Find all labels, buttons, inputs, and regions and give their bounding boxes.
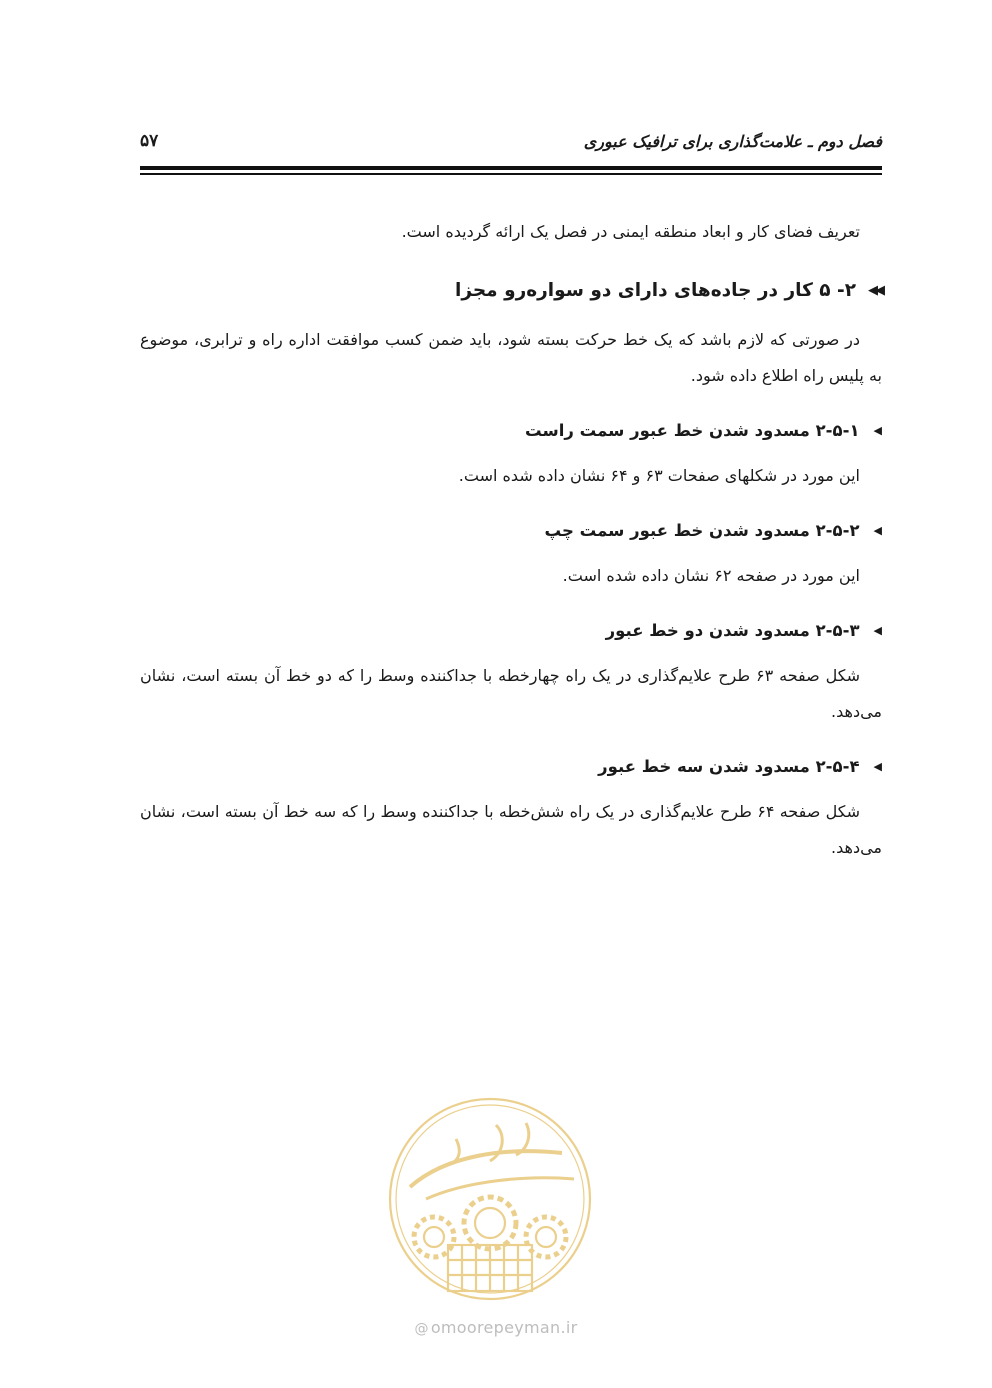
subsection-text: این مورد در شکلهای صفحات ۶۳ و ۶۴ نشان داده شده است.: [458, 466, 860, 485]
triangle-bullet-icon: ◀: [873, 624, 882, 637]
section-heading: [140, 274, 882, 308]
page-number: ۵۷: [140, 131, 159, 151]
watermark-emblem-icon: [386, 1095, 594, 1303]
intro-paragraph: تعریف فضای کار و ابعاد منطقه ایمنی در فصل یک ارائه گردیده است.: [401, 222, 860, 241]
chapter-title: فصل دوم ـ علامت‌گذاری برای ترافیک عبوری: [583, 131, 882, 151]
subsection-heading-text: ۲-۵-۳ مسدود شدن دو خط عبور: [605, 621, 860, 640]
subsection-heading-text: ۲-۵-۱ مسدود شدن خط عبور سمت راست: [525, 421, 860, 440]
triangle-bullet-icon: ◀: [873, 524, 882, 537]
page-content: [140, 214, 882, 866]
subsection-heading: [140, 514, 882, 548]
header-rule-thick: [140, 166, 882, 170]
subsection-text: شکل صفحه ۶۳ طرح علایم‌گذاری در یک راه چهارخطه با جداکننده وسط را که دو خط آن بسته است، نشان می‌دهد.: [140, 666, 882, 721]
at-sign-icon: @: [414, 1321, 429, 1337]
subsection-heading: [140, 614, 882, 648]
subsection-heading-text: ۲-۵-۲ مسدود شدن خط عبور سمت چپ: [544, 521, 860, 540]
subsection-heading-text: ۲-۵-۴ مسدود شدن سه خط عبور: [598, 757, 860, 776]
page-header: [140, 130, 882, 152]
section-heading-text: ۲- ۵ کار در جاده‌های دارای دو سواره‌رو مجزا: [455, 280, 856, 301]
watermark-url-text: omoorepeyman.ir: [430, 1318, 578, 1337]
triangle-bullet-icon: ◀: [873, 760, 882, 773]
subsection-heading: [140, 750, 882, 784]
watermark-url: [0, 1318, 992, 1337]
section-paragraph: در صورتی که لازم باشد که یک خط حرکت بسته شود، باید ضمن کسب موافقت اداره راه و ترابری، موضوع به پلیس راه اطلاع داده شود.: [140, 330, 882, 385]
header-rule-thin: [140, 173, 882, 175]
double-triangle-bullet-icon: ◀◀: [868, 283, 882, 298]
subsection-text: شکل صفحه ۶۴ طرح علایم‌گذاری در یک راه شش‌خطه با جداکننده وسط را که سه خط آن بسته است، نشان می‌دهد.: [140, 802, 882, 857]
triangle-bullet-icon: ◀: [873, 424, 882, 437]
subsection-text: این مورد در صفحه ۶۲ نشان داده شده است.: [562, 566, 860, 585]
watermark-logo: [386, 1095, 594, 1303]
subsection-heading: [140, 414, 882, 448]
